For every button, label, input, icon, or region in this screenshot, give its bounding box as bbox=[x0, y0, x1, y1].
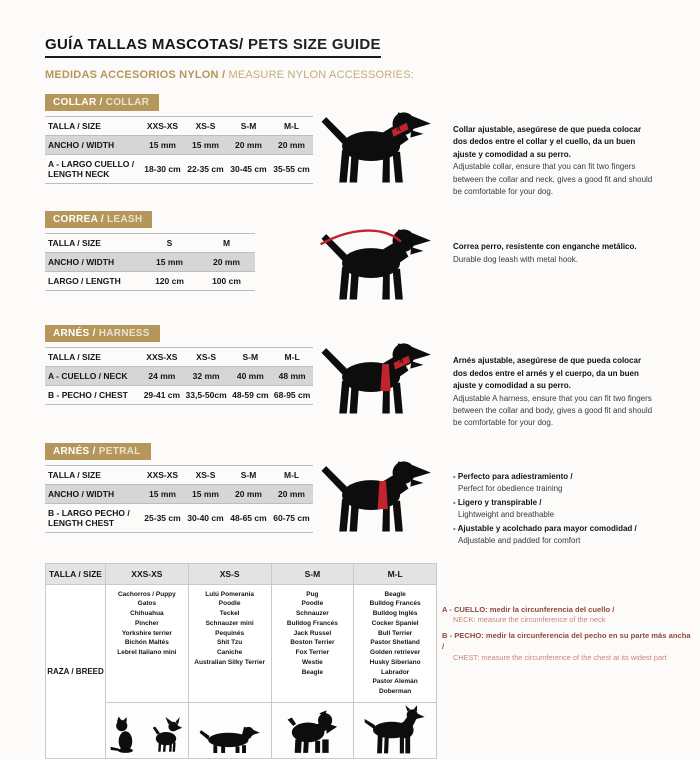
petral-chest-cell: 48-65 cm bbox=[227, 503, 270, 532]
petral-width-cell: 20 mm bbox=[270, 484, 313, 503]
collar-neck-row bbox=[45, 155, 313, 184]
harness-header-cell: XS-S bbox=[183, 348, 230, 367]
breed-list-s-m bbox=[272, 585, 354, 683]
breed-item: Labrador bbox=[381, 668, 410, 676]
harness-chest-cell: 29-41 cm bbox=[141, 386, 183, 405]
svg-text:B: B bbox=[382, 378, 387, 385]
petral-bullet bbox=[453, 523, 655, 547]
breed-header-cell: TALLA / SIZE bbox=[46, 563, 106, 584]
breed-cell-xs-s bbox=[188, 584, 271, 702]
collar-header-cell: TALLA / SIZE bbox=[45, 117, 141, 136]
svg-text:A: A bbox=[399, 359, 404, 366]
petral-badge-es: ARNÉS / bbox=[53, 445, 96, 457]
breed-table-header-row bbox=[46, 563, 437, 584]
section-harness bbox=[45, 323, 655, 429]
petral-header-cell: TALLA / SIZE bbox=[45, 465, 141, 484]
petral-bullet-en: Adjustable and padded for comfort bbox=[458, 535, 581, 545]
breed-item: Cocker Spaniel bbox=[371, 619, 419, 627]
breed-item: Teckel bbox=[219, 610, 240, 618]
collar-header-cell: S-M bbox=[227, 117, 270, 136]
petral-width-cell: 15 mm bbox=[141, 484, 184, 503]
leash-width-row bbox=[45, 253, 255, 272]
leash-header-cell: TALLA / SIZE bbox=[45, 234, 141, 253]
petral-header-cell: XXS-XS bbox=[141, 465, 184, 484]
petral-badge-en: PETRAL bbox=[95, 445, 141, 457]
harness-chest-row bbox=[45, 386, 313, 405]
dog-with-red-leash-icon bbox=[317, 221, 441, 312]
measurement-notes bbox=[442, 604, 694, 667]
breed-item: Beagle bbox=[384, 590, 406, 598]
harness-neck-cell: 32 mm bbox=[183, 367, 230, 386]
collar-badge bbox=[45, 94, 159, 111]
harness-neck-cell: 40 mm bbox=[229, 367, 271, 386]
breed-item: Husky Siberiano bbox=[369, 658, 421, 666]
breed-item: Yorkshire terrier bbox=[121, 629, 172, 637]
petral-chest-cell: 30-40 cm bbox=[184, 503, 227, 532]
page-title-en: PETS SIZE GUIDE bbox=[243, 36, 381, 53]
leash-description bbox=[453, 233, 655, 266]
petral-header-cell: XS-S bbox=[184, 465, 227, 484]
collar-size-table bbox=[45, 116, 313, 184]
harness-header-cell: M-L bbox=[271, 348, 313, 367]
breed-header-cell: XS-S bbox=[188, 563, 271, 584]
breed-item: Doberman bbox=[379, 688, 412, 696]
note-neck-en: NECK: measure the circumference of the neck bbox=[453, 615, 606, 625]
breed-item: Pincher bbox=[134, 619, 159, 627]
petral-width-cell: 20 mm bbox=[227, 484, 270, 503]
breed-header-cell: XXS-XS bbox=[106, 563, 189, 584]
petral-header-cell: S-M bbox=[227, 465, 270, 484]
page-title-es: GUÍA TALLAS MASCOTAS/ bbox=[45, 36, 244, 53]
breed-item: Jack Russel bbox=[293, 629, 332, 637]
breed-list-m-l bbox=[354, 585, 436, 702]
harness-header-cell: XXS-XS bbox=[141, 348, 183, 367]
svg-text:B: B bbox=[380, 493, 385, 500]
silhouette-cell-m-l bbox=[354, 702, 437, 758]
leash-desc-en: Durable dog leash with metal hook. bbox=[453, 254, 578, 264]
leash-badge-es: CORREA / bbox=[53, 214, 104, 226]
collar-neck-cell: A - LARGO CUELLO / LENGTH NECK bbox=[45, 155, 141, 184]
leash-width-cell: ANCHO / WIDTH bbox=[45, 253, 141, 272]
petral-bullet-list bbox=[453, 465, 655, 549]
collar-desc-es: Collar ajustable, asegúrese de que pueda colocar dos dedos entre el collar y el cuello, da un buen ajuste y comodidad a su perro. bbox=[453, 125, 642, 159]
petral-chest-cell: 60-75 cm bbox=[270, 503, 313, 532]
leash-badge bbox=[45, 211, 152, 228]
harness-chest-cell: 33,5-50cm bbox=[183, 386, 230, 405]
petral-badge bbox=[45, 443, 151, 460]
petral-bullet-en: Perfect for obedience training bbox=[458, 483, 563, 493]
breed-cell-m-l bbox=[354, 584, 437, 702]
silhouette-cell-xs-s bbox=[188, 702, 271, 758]
collar-width-cell: 15 mm bbox=[184, 136, 227, 155]
leash-width-cell: 20 mm bbox=[198, 253, 255, 272]
breed-item: Pastor Alemán bbox=[372, 678, 418, 686]
petral-bullet-es: - Perfecto para adiestramiento / bbox=[453, 471, 655, 483]
petral-width-cell: 15 mm bbox=[184, 484, 227, 503]
harness-chest-cell: B - PECHO / CHEST bbox=[45, 386, 141, 405]
breed-table-body-row bbox=[46, 584, 437, 702]
harness-chest-cell: 68-95 cm bbox=[271, 386, 313, 405]
breed-item: Schnauzer mini bbox=[205, 619, 254, 627]
petral-bullet-es: - Ajustable y acolchado para mayor comodidad / bbox=[453, 523, 655, 535]
breed-item: Beagle bbox=[301, 668, 324, 676]
leash-length-row bbox=[45, 272, 255, 291]
harness-header-cell: S-M bbox=[229, 348, 271, 367]
harness-badge-es: ARNÉS / bbox=[53, 328, 96, 340]
collar-header-cell: XS-S bbox=[184, 117, 227, 136]
breed-cell-xxs-xs bbox=[106, 584, 189, 702]
breed-item: Chihuahua bbox=[130, 610, 164, 618]
harness-neck-cell: 48 mm bbox=[271, 367, 313, 386]
schnauzer-icon bbox=[285, 709, 339, 755]
silhouette-cell-s-m bbox=[271, 702, 354, 758]
collar-width-cell: ANCHO / WIDTH bbox=[45, 136, 141, 155]
petral-table-header-row bbox=[45, 465, 313, 484]
collar-badge-en: COLLAR bbox=[102, 97, 150, 108]
breed-header-cell: M-L bbox=[354, 563, 437, 584]
breed-row-label: RAZA / BREED bbox=[46, 584, 106, 758]
breed-item: Bulldog Francés bbox=[369, 600, 421, 608]
section-leash bbox=[45, 209, 655, 312]
collar-neck-cell: 22-35 cm bbox=[184, 155, 227, 184]
petral-bullet bbox=[453, 497, 655, 521]
petral-chest-cell: B - LARGO PECHO / LENGTH CHEST bbox=[45, 503, 141, 532]
note-chest-es: B - PECHO: medir la circunferencia del pecho en su parte más ancha / bbox=[442, 630, 691, 652]
leash-header-cell: S bbox=[141, 234, 198, 253]
petral-width-row bbox=[45, 484, 313, 503]
doberman-icon bbox=[364, 705, 426, 755]
breed-item: Bull Terrier bbox=[378, 629, 413, 637]
page-subtitle-en: MEASURE NYLON ACCESSORIES: bbox=[225, 69, 414, 81]
breed-item: Shit Tzu bbox=[216, 639, 243, 647]
petral-width-cell: ANCHO / WIDTH bbox=[45, 484, 141, 503]
petral-size-table bbox=[45, 465, 313, 533]
leash-length-cell: 120 cm bbox=[141, 272, 198, 291]
breed-item: Westie bbox=[301, 658, 323, 666]
harness-desc-en: Adjustable A harness, ensure that you can fit two fingers between the collar and body, gives a good fit and should be comfortable for your dog. bbox=[453, 393, 653, 428]
leash-header-cell: M bbox=[198, 234, 255, 253]
breed-item: Lulú Pomerania bbox=[205, 590, 254, 598]
breed-item: Poodle bbox=[301, 600, 324, 608]
collar-header-cell: XXS-XS bbox=[141, 117, 184, 136]
page-title bbox=[45, 36, 381, 58]
petral-chest-cell: 25-35 cm bbox=[141, 503, 184, 532]
leash-size-table bbox=[45, 233, 255, 291]
breed-item: Poodle bbox=[218, 600, 241, 608]
breed-item: Pug bbox=[306, 590, 319, 598]
breed-item: Gatos bbox=[137, 600, 157, 608]
breed-item: Bulldog Francés bbox=[286, 619, 338, 627]
harness-description bbox=[453, 347, 655, 429]
breed-item: Caniche bbox=[216, 649, 243, 657]
collar-width-cell: 20 mm bbox=[270, 136, 313, 155]
dog-with-red-collar-icon bbox=[317, 104, 441, 195]
breed-cell-s-m bbox=[271, 584, 354, 702]
leash-table-header-row bbox=[45, 234, 255, 253]
svg-text:A: A bbox=[396, 126, 402, 134]
breed-item: Pequinés bbox=[215, 629, 245, 637]
petral-chest-row bbox=[45, 503, 313, 532]
chihuahua-icon bbox=[148, 715, 184, 755]
harness-neck-row bbox=[45, 367, 313, 386]
petral-bullet bbox=[453, 471, 655, 495]
breed-item: Fox Terrier bbox=[295, 649, 330, 657]
breed-list-xxs-xs bbox=[106, 585, 188, 663]
petral-bullet-en: Lightweight and breathable bbox=[458, 509, 555, 519]
petral-bullet-es: - Ligero y transpirable / bbox=[453, 497, 655, 509]
page-subtitle-es: MEDIDAS ACCESORIOS NYLON / bbox=[45, 69, 226, 81]
breed-item: Cachorros / Puppy bbox=[117, 590, 176, 598]
breed-header-cell: S-M bbox=[271, 563, 354, 584]
dog-with-red-harness-icon bbox=[317, 335, 441, 426]
leash-width-cell: 15 mm bbox=[141, 253, 198, 272]
breed-item: Australian Silky Terrier bbox=[194, 658, 265, 666]
page-subtitle bbox=[45, 69, 655, 81]
collar-description bbox=[453, 116, 655, 198]
breed-item: Pastor Shetland bbox=[370, 639, 420, 647]
collar-header-cell: M-L bbox=[270, 117, 313, 136]
breed-item: Golden retriever bbox=[370, 649, 421, 657]
silhouette-cell-xxs-xs bbox=[106, 702, 189, 758]
breed-item: Lebrel Italiano mini bbox=[117, 649, 177, 657]
breed-item: Schnauzer bbox=[295, 610, 329, 618]
dog-with-red-petral-icon bbox=[317, 453, 441, 544]
note-neck-es: A - CUELLO: medir la circunferencia del cuello / bbox=[442, 605, 615, 614]
breed-list-xs-s bbox=[189, 585, 271, 673]
harness-neck-cell: A - CUELLO / NECK bbox=[45, 367, 141, 386]
collar-badge-es: COLLAR / bbox=[53, 97, 103, 108]
collar-desc-en: Adjustable collar, ensure that you can fit two fingers between the collar and neck, gives a good fit and should be comfortable for your dog. bbox=[453, 162, 653, 196]
section-collar bbox=[45, 92, 655, 198]
breed-item: Boston Terrier bbox=[290, 639, 335, 647]
collar-table-header-row bbox=[45, 117, 313, 136]
collar-neck-cell: 35-55 cm bbox=[270, 155, 313, 184]
petral-header-cell: M-L bbox=[270, 465, 313, 484]
breed-table bbox=[45, 563, 437, 759]
cat-icon bbox=[110, 715, 144, 755]
note-chest-en: CHEST: measure the circumference of the chest at its widest part bbox=[453, 652, 667, 662]
harness-header-cell: TALLA / SIZE bbox=[45, 348, 141, 367]
collar-width-cell: 20 mm bbox=[227, 136, 270, 155]
leash-desc-es: Correa perro, resistente con enganche metálico. bbox=[453, 242, 637, 252]
harness-desc-es: Arnés ajustable, asegúrese de que pueda colocar dos dedos entre el arnés y el cuerpo, da un buen ajuste y comodidad a su perro. bbox=[453, 356, 642, 391]
leash-length-cell: 100 cm bbox=[198, 272, 255, 291]
breed-item: Bulldog Inglés bbox=[372, 610, 418, 618]
collar-neck-cell: 30-45 cm bbox=[227, 155, 270, 184]
harness-badge bbox=[45, 325, 160, 342]
leash-badge-en: LEASH bbox=[103, 214, 143, 226]
breed-item: Bichón Maltés bbox=[124, 639, 169, 647]
section-petral bbox=[45, 441, 655, 549]
harness-size-table bbox=[45, 347, 313, 405]
leash-length-cell: LARGO / LENGTH bbox=[45, 272, 141, 291]
harness-table-header-row bbox=[45, 348, 313, 367]
collar-width-row bbox=[45, 136, 313, 155]
harness-chest-cell: 48-59 cm bbox=[229, 386, 271, 405]
collar-neck-cell: 18-30 cm bbox=[141, 155, 184, 184]
collar-width-cell: 15 mm bbox=[141, 136, 184, 155]
dachshund-icon bbox=[199, 719, 261, 755]
harness-neck-cell: 24 mm bbox=[141, 367, 183, 386]
harness-badge-en: HARNESS bbox=[95, 328, 150, 340]
